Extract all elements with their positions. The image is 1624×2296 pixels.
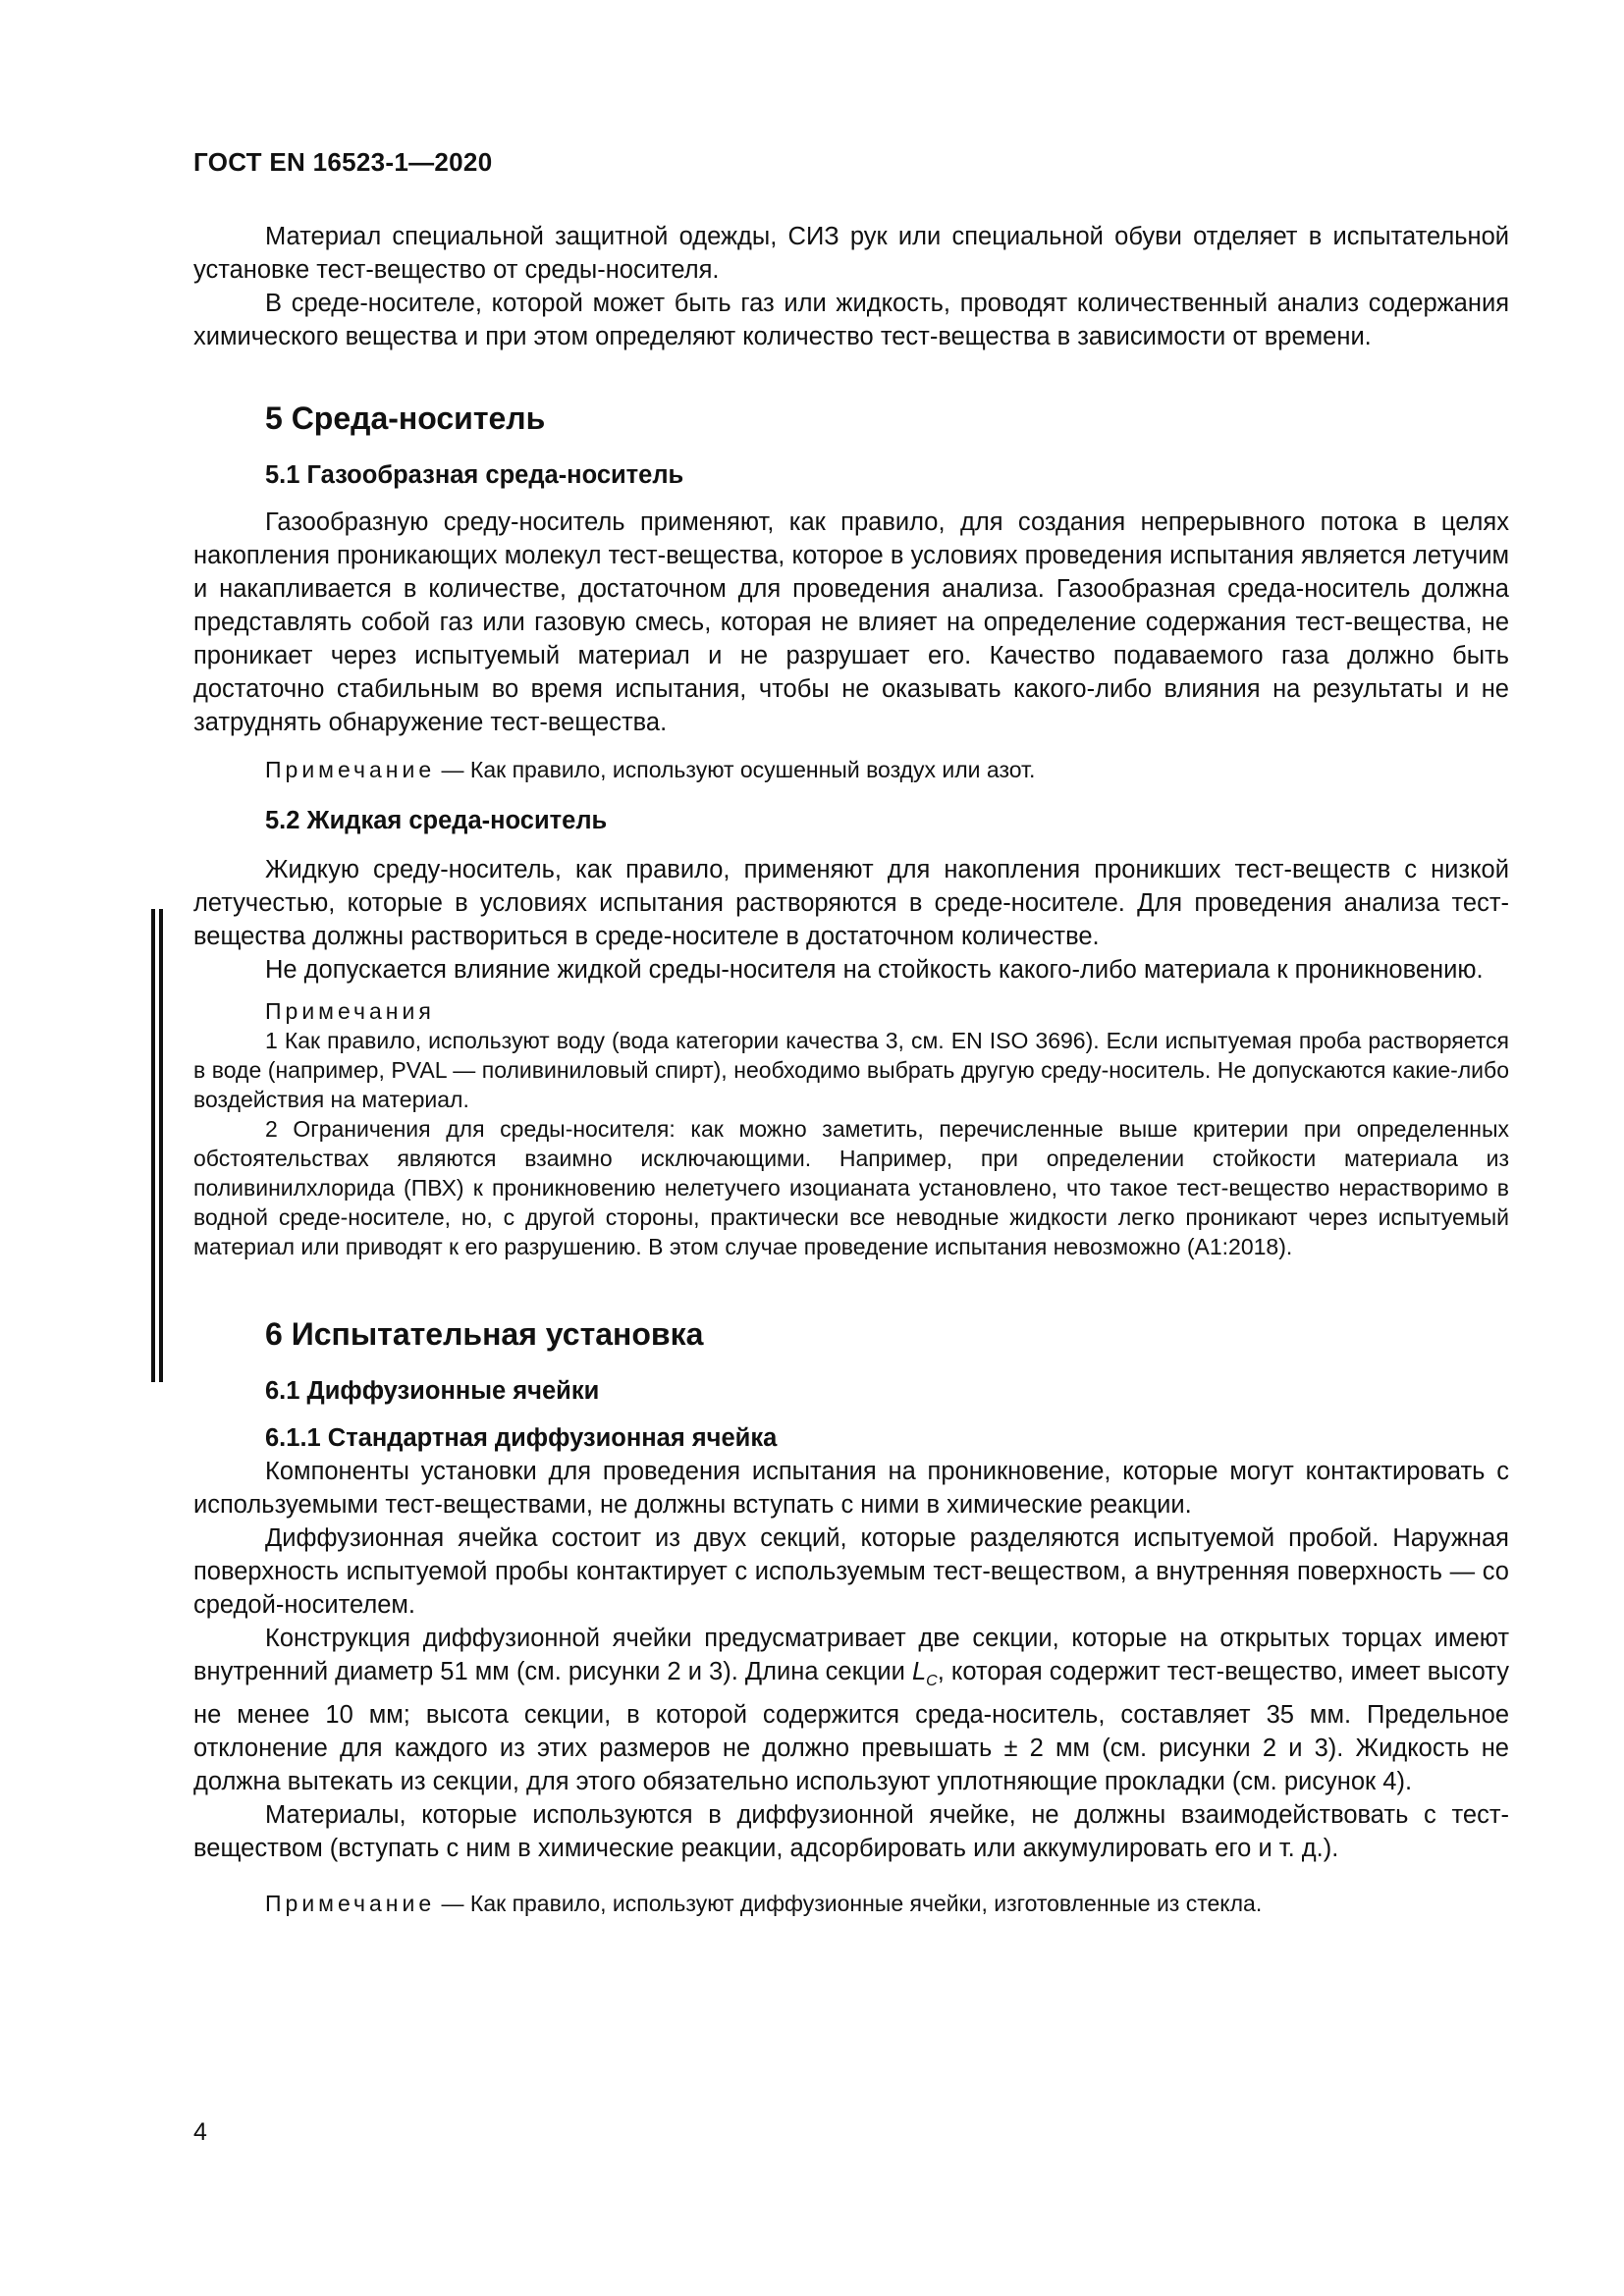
standard-designation: ГОСТ EN 16523-1—2020: [193, 147, 493, 177]
document-body: [193, 220, 1509, 1918]
intro-paragraph-1: Материал специальной защитной одежды, СИЗ рук или специальной обуви отделяет в испытательной установке тест-вещество от среды-носителя.: [193, 223, 1509, 284]
section-5-1-note: [193, 755, 1509, 784]
note-label: Примечание: [265, 1891, 436, 1917]
section-6-1-1-note: [193, 1889, 1509, 1918]
section-6-1-heading: 6.1 Диффузионные ячейки: [265, 1377, 600, 1405]
section-6-1-1-heading: 6.1.1 Стандартная диффузионная ячейка: [265, 1424, 778, 1452]
intro-paragraph-2: В среде-носителе, которой может быть газ или жидкость, проводят количественный анализ содержания химического вещества и при этом определяют количество тест-вещества в зависимости от времени.: [193, 290, 1509, 350]
section-5-2-paragraph-1: Жидкую среду-носитель, как правило, применяют для накопления проникших тест-веществ с низкой летучестью, которые в условиях испытания растворяются в среде-носителе. Для проведения анализа тест-вещества должны раствориться в среде-носителе в достаточном количестве.: [193, 856, 1509, 950]
section-6-1-1-paragraph-2: Диффузионная ячейка состоит из двух секций, которые разделяются испытуемой пробой. Наружная поверхность испытуемой пробы контактирует с используемым тест-веществом, а внутренняя поверхность — со средой-носителем.: [193, 1524, 1509, 1619]
section-5-heading: 5 Среда-носитель: [265, 400, 546, 436]
paragraph-3-part-a: Конструкция диффузионной ячейки предусматривает две секции, которые на открытых торцах имеют внутренний диаметр 51 мм (см. рисунки 2 и 3). Длина секции: [193, 1625, 1509, 1685]
paragraph-3-part-b: , которая содержит тест-вещество, имеет высоту не менее 10 мм; высота секции, в которой содержится среда-носитель, составляет 35 мм. Предельное отклонение для каждого из этих размеров не должно превышать ± 2 мм (см. рисунки 2 и 3). Жидкость не должна вытекать из секции, для этого обязательно используют уплотняющие прокладки (см. рисунок 4).: [193, 1658, 1509, 1796]
notes-label: Примечания: [265, 998, 435, 1024]
section-6-heading: 6 Испытательная установка: [265, 1316, 704, 1352]
length-subscript: C: [926, 1673, 938, 1690]
note-text: — Как правило, используют осушенный воздух или азот.: [435, 757, 1036, 782]
section-5-2-paragraph-2: Не допускается влияние жидкой среды-носителя на стойкость какого-либо материала к проникновению.: [265, 956, 1484, 984]
section-6-1-1-paragraph-4: Материалы, которые используются в диффузионной ячейке, не должны взаимодействовать с тест-веществом (вступать с ним в химические реакции, адсорбировать или аккумулировать его и т. д.).: [193, 1801, 1509, 1863]
section-5-1-paragraph: Газообразную среду-носитель применяют, как правило, для создания непрерывного потока в целях накопления проникающих молекул тест-вещества, которое в условиях проведения испытания является летучим и накапливается в количестве, достаточном для проведения анализа. Газообразная среда-носитель должна представлять собой газ или газовую смесь, которая не влияет на определение содержания тест-вещества, не проникает через испытуемый материал и не разрушает его. Качество подаваемого газа должно быть достаточно стабильным во время испытания, чтобы не оказывать какого-либо влияния на результаты и не затруднять обнаружение тест-вещества.: [193, 508, 1509, 736]
section-6-1-1-paragraph-1: Компоненты установки для проведения испытания на проникновение, которые могут контактировать с используемыми тест-веществами, не должны вступать с ними в химические реакции.: [193, 1458, 1509, 1519]
section-5-2-note-2: 2 Ограничения для среды-носителя: как можно заметить, перечисленные выше критерии при определенных обстоятельствах являются взаимно исключающими. Например, при определении стойкости материала из поливинилхлорида (ПВХ) к проникновению нелетучего изоцианата установлено, что такое тест-вещество нерастворимо в водной среде-носителе, но, с другой стороны, практически все неводные жидкости легко проникают через испытуемый материал или приводят к его разрушению. В этом случае проведение испытания невозможно (А1:2018).: [193, 1116, 1509, 1259]
section-6-1-1-paragraph-3: [193, 1622, 1509, 1798]
section-5-1-heading: 5.1 Газообразная среда-носитель: [265, 461, 684, 489]
section-5-2-heading: 5.2 Жидкая среда-носитель: [265, 807, 608, 834]
note-label: Примечание: [265, 757, 436, 782]
section-5-2-notes-label: [193, 996, 1509, 1026]
change-bar-left: [151, 909, 155, 1382]
change-bar-right: [159, 909, 163, 1382]
page-number: 4: [193, 2118, 207, 2146]
note-text: — Как правило, используют диффузионные ячейки, изготовленные из стекла.: [435, 1891, 1263, 1917]
length-symbol: L: [911, 1658, 927, 1685]
section-5-2-note-1: 1 Как правило, используют воду (вода категории качества 3, см. EN ISO 3696). Если испытуемая проба растворяется в воде (например, PVAL — поливиниловый спирт), необходимо выбрать другую среду-носитель. Не допускаются какие-либо воздействия на материал.: [193, 1028, 1509, 1112]
